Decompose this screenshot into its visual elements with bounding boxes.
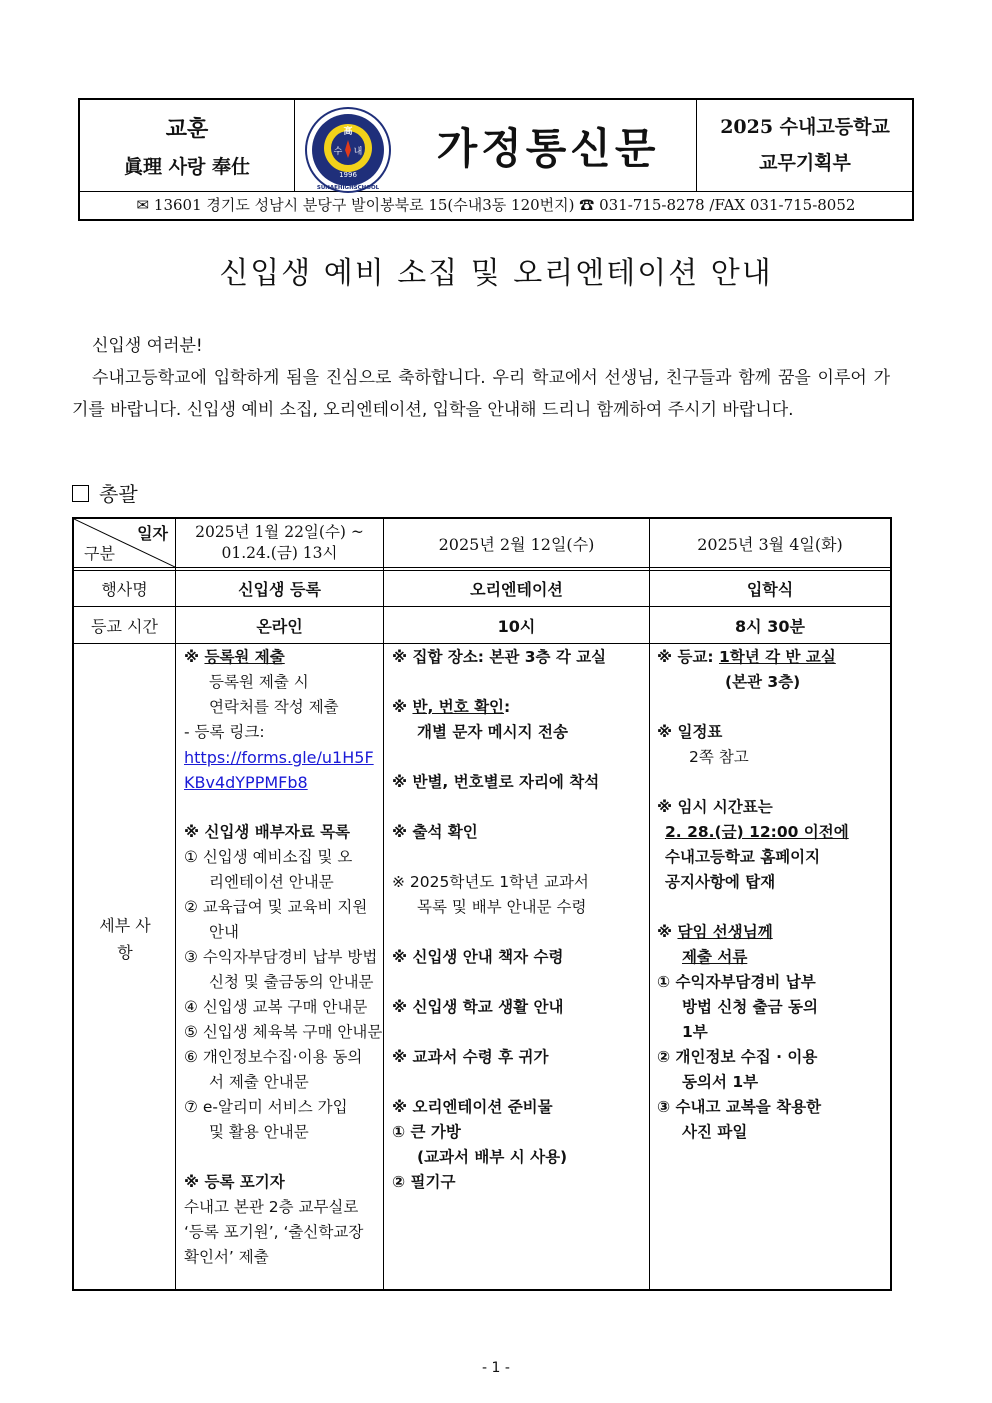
detail-line — [657, 845, 887, 870]
page-number: - 1 - — [482, 1360, 510, 1376]
detail-text: ④ 신입생 교복 구매 안내문 — [184, 998, 368, 1016]
detail-line — [657, 895, 887, 920]
detail-text: : — [504, 698, 511, 716]
detail-line — [184, 1220, 379, 1245]
detail-line — [184, 645, 379, 670]
detail-text: ② 필기구 — [392, 1173, 456, 1191]
motto-label: 교훈 — [165, 116, 209, 142]
detail-line — [184, 995, 379, 1020]
detail-line — [392, 1095, 647, 1120]
detail-text: 서 제출 안내문 — [209, 1073, 309, 1091]
details-entrance — [657, 645, 887, 1145]
row-label-event: 행사명 — [101, 580, 148, 599]
detail-line — [184, 870, 379, 895]
detail-text: ※ 신입생 배부자료 목록 — [184, 823, 351, 841]
section-heading — [72, 478, 138, 507]
detail-line — [184, 1170, 379, 1195]
detail-text: 리엔테이션 안내문 — [209, 873, 334, 891]
detail-line — [657, 970, 887, 995]
detail-text: (본관 3층) — [725, 673, 801, 691]
time-registration: 온라인 — [256, 616, 303, 636]
detail-text: 1부 — [682, 1023, 708, 1041]
detail-text: ※ 2025학년도 1학년 교과서 — [392, 873, 589, 891]
registration-link[interactable]: KBv4dYPPMFb8 — [184, 773, 308, 792]
event-registration: 신입생 등록 — [238, 580, 321, 599]
phone-fax: 031-715-8278 /FAX 031-715-8052 — [599, 196, 856, 214]
detail-text: ※ 교과서 수령 후 귀가 — [392, 1048, 549, 1066]
detail-text: 및 활용 안내문 — [209, 1123, 309, 1141]
detail-line — [657, 1045, 887, 1070]
time-orientation: 10시 — [497, 616, 536, 636]
detail-line — [184, 1245, 379, 1270]
detail-line — [184, 945, 379, 970]
detail-text: 2쪽 참고 — [689, 748, 749, 766]
details-registration — [184, 645, 383, 1270]
detail-text: ① 큰 가방 — [392, 1123, 461, 1141]
event-orientation: 오리엔테이션 — [470, 580, 563, 599]
detail-text: 목록 및 배부 안내문 수령 — [417, 898, 587, 916]
detail-line — [184, 795, 379, 820]
detail-text: ※ 등교: — [657, 648, 720, 666]
detail-line — [392, 970, 647, 995]
school-name: 2025 수내고등학교 — [720, 116, 890, 138]
detail-line — [392, 945, 647, 970]
detail-text: ※ 반별, 번호별로 자리에 착석 — [392, 773, 600, 791]
detail-text: ※ 임시 시간표는 — [657, 798, 773, 816]
details-orientation — [392, 645, 647, 1195]
time-entrance: 8시 30분 — [735, 616, 805, 636]
detail-text: 공지사항에 탑재 — [665, 873, 776, 891]
page-title: 신입생 예비 소집 및 오리엔테이션 안내 — [219, 256, 773, 291]
corner-label-category: 구분 — [84, 544, 115, 563]
detail-line — [392, 1070, 647, 1095]
underlined-text: 담임 선생님께 — [677, 923, 773, 941]
detail-text: ※ 일정표 — [657, 723, 723, 741]
detail-text: ① 신입생 예비소집 및 오 — [184, 848, 353, 866]
mail-icon: ✉ — [136, 196, 150, 214]
detail-line — [184, 845, 379, 870]
detail-line — [392, 820, 647, 845]
address-line — [80, 194, 912, 215]
underlined-text: 제출 서류 — [682, 948, 748, 966]
detail-line — [392, 645, 647, 670]
detail-line — [184, 1070, 379, 1095]
detail-line — [184, 1095, 379, 1120]
detail-line — [184, 695, 379, 720]
detail-line — [392, 745, 647, 770]
letterhead — [78, 98, 914, 221]
school-motto: 眞理 사랑 奉仕 — [124, 156, 250, 178]
greeting: 신입생 여러분! — [92, 336, 203, 356]
detail-line — [184, 1020, 383, 1045]
detail-line — [392, 1045, 647, 1070]
detail-text: ② 개인정보 수집 · 이용 — [657, 1048, 818, 1066]
date-entrance: 2025년 3월 4일(화) — [697, 534, 843, 554]
date-registration: 2025년 1월 22일(수) ~ 01.24.(금) 13시 — [195, 523, 364, 562]
address: 13601 경기도 성남시 분당구 발이봉북로 15(수내3동 120번지) — [153, 196, 575, 214]
detail-line — [184, 820, 379, 845]
detail-line — [184, 720, 379, 745]
detail-line — [657, 695, 887, 720]
detail-text: 등록원 제출 시 — [209, 673, 309, 691]
detail-text: 신청 및 출금동의 안내문 — [209, 973, 374, 991]
department: 교무기획부 — [759, 152, 851, 174]
summary-table — [72, 517, 892, 1291]
section-title: 총괄 — [99, 482, 138, 506]
detail-line — [184, 895, 379, 920]
detail-line — [657, 870, 887, 895]
detail-text: 사진 파일 — [682, 1123, 748, 1141]
detail-line — [184, 970, 379, 995]
detail-text: ‘등록 포기원’, ‘출신학교장 — [184, 1223, 364, 1241]
detail-line — [184, 920, 379, 945]
detail-text: 확인서’ 제출 — [184, 1248, 269, 1266]
detail-line — [392, 1020, 647, 1045]
detail-text: ※ — [657, 923, 678, 941]
detail-line — [657, 720, 887, 745]
detail-text: ※ 신입생 안내 책자 수령 — [392, 948, 564, 966]
detail-text: ⑥ 개인정보수집·이용 동의 — [184, 1048, 363, 1066]
detail-line — [184, 1120, 379, 1145]
detail-line — [657, 920, 887, 945]
detail-line — [657, 645, 887, 670]
detail-text: ※ — [184, 648, 205, 666]
detail-text: ① 수익자부담경비 납부 — [657, 973, 816, 991]
underlined-text: 2. 28.(금) 12:00 이전에 — [665, 823, 849, 841]
detail-line — [184, 770, 379, 795]
intro-body: 수내고등학교에 입학하게 됨을 진심으로 축하합니다. 우리 학교에서 선생님, 친구들과 함께 꿈을 이루어 가기를 바랍니다. 신입생 예비 소집, 오리엔테이션, 입학을 안내해 드리니 함께하여 주시기 바랍니다. — [72, 368, 890, 420]
detail-text: ⑤ 신입생 체육복 구매 안내문 — [184, 1023, 383, 1041]
detail-line — [657, 1095, 887, 1120]
detail-text: 수내고 본관 2층 교무실로 — [184, 1198, 359, 1216]
detail-line — [657, 820, 887, 845]
detail-text: 동의서 1부 — [682, 1073, 759, 1091]
phone-icon: ☎ — [579, 196, 595, 214]
underlined-text: 반, 번호 확인 — [412, 698, 505, 716]
detail-text: 안내 — [209, 923, 239, 941]
svg-text:내: 내 — [353, 147, 363, 157]
detail-text: ⑦ e-알리미 서비스 가입 — [184, 1098, 348, 1116]
detail-line — [392, 795, 647, 820]
detail-text: ③ 수내고 교복을 착용한 — [657, 1098, 822, 1116]
school-logo — [304, 106, 392, 194]
detail-line — [657, 1120, 887, 1145]
detail-line — [392, 1120, 647, 1145]
detail-line — [392, 895, 647, 920]
detail-text: ③ 수익자부담경비 납부 방법 — [184, 948, 378, 966]
detail-text: 연락처를 작성 제출 — [209, 698, 339, 716]
checkbox-square-icon — [72, 485, 89, 502]
detail-text: ※ 집합 장소: 본관 3층 각 교실 — [392, 648, 607, 666]
detail-text: (교과서 배부 시 사용) — [417, 1148, 568, 1166]
detail-line — [657, 995, 887, 1020]
detail-line — [657, 1070, 887, 1095]
detail-line — [657, 1020, 887, 1045]
detail-line — [392, 695, 647, 720]
detail-line — [184, 745, 379, 770]
detail-text: ※ 신입생 학교 생활 안내 — [392, 998, 564, 1016]
detail-line — [392, 845, 647, 870]
svg-text:1996: 1996 — [339, 171, 357, 179]
svg-text:수: 수 — [333, 147, 343, 157]
registration-link[interactable]: https://forms.gle/u1H5F — [184, 748, 374, 767]
detail-line — [392, 720, 647, 745]
detail-text: ※ 오리엔테이션 준비물 — [392, 1098, 553, 1116]
detail-line — [392, 870, 647, 895]
detail-text: - 등록 링크: — [184, 723, 265, 741]
detail-line — [392, 1145, 647, 1170]
detail-line — [392, 670, 647, 695]
detail-line — [392, 1170, 647, 1195]
detail-line — [657, 770, 887, 795]
detail-text: 개별 문자 메시지 전송 — [417, 723, 568, 741]
detail-line — [184, 1145, 379, 1170]
detail-line — [184, 1195, 379, 1220]
detail-text: 방법 신청 출금 동의 — [682, 998, 818, 1016]
detail-text: ※ 출석 확인 — [392, 823, 478, 841]
detail-text: ② 교육급여 및 교육비 지원 — [184, 898, 368, 916]
detail-text: ※ — [392, 698, 413, 716]
detail-line — [392, 920, 647, 945]
detail-text: 수내고등학교 홈페이지 — [665, 848, 821, 866]
svg-text:高: 高 — [343, 127, 353, 137]
detail-line — [184, 670, 379, 695]
corner-label-date: 일자 — [137, 524, 168, 543]
detail-line — [657, 945, 887, 970]
event-entrance: 입학식 — [746, 580, 794, 599]
detail-text: ※ 등록 포기자 — [184, 1173, 285, 1191]
detail-line — [657, 670, 887, 695]
detail-line — [392, 995, 647, 1020]
underlined-text: 1학년 각 반 교실 — [719, 648, 836, 666]
detail-line — [392, 770, 647, 795]
row-label-time: 등교 시간 — [91, 616, 158, 636]
row-label-details: 세부 사항 — [99, 916, 151, 962]
detail-line — [184, 1045, 379, 1070]
detail-line — [657, 795, 887, 820]
date-orientation: 2025년 2월 12일(수) — [438, 534, 595, 554]
detail-line — [657, 745, 887, 770]
underlined-text: 등록원 제출 — [204, 648, 285, 666]
newsletter-title: 가정통신문 — [436, 124, 660, 173]
svg-text:SUNAEHIGHSCHOOL: SUNAEHIGHSCHOOL — [316, 185, 380, 191]
